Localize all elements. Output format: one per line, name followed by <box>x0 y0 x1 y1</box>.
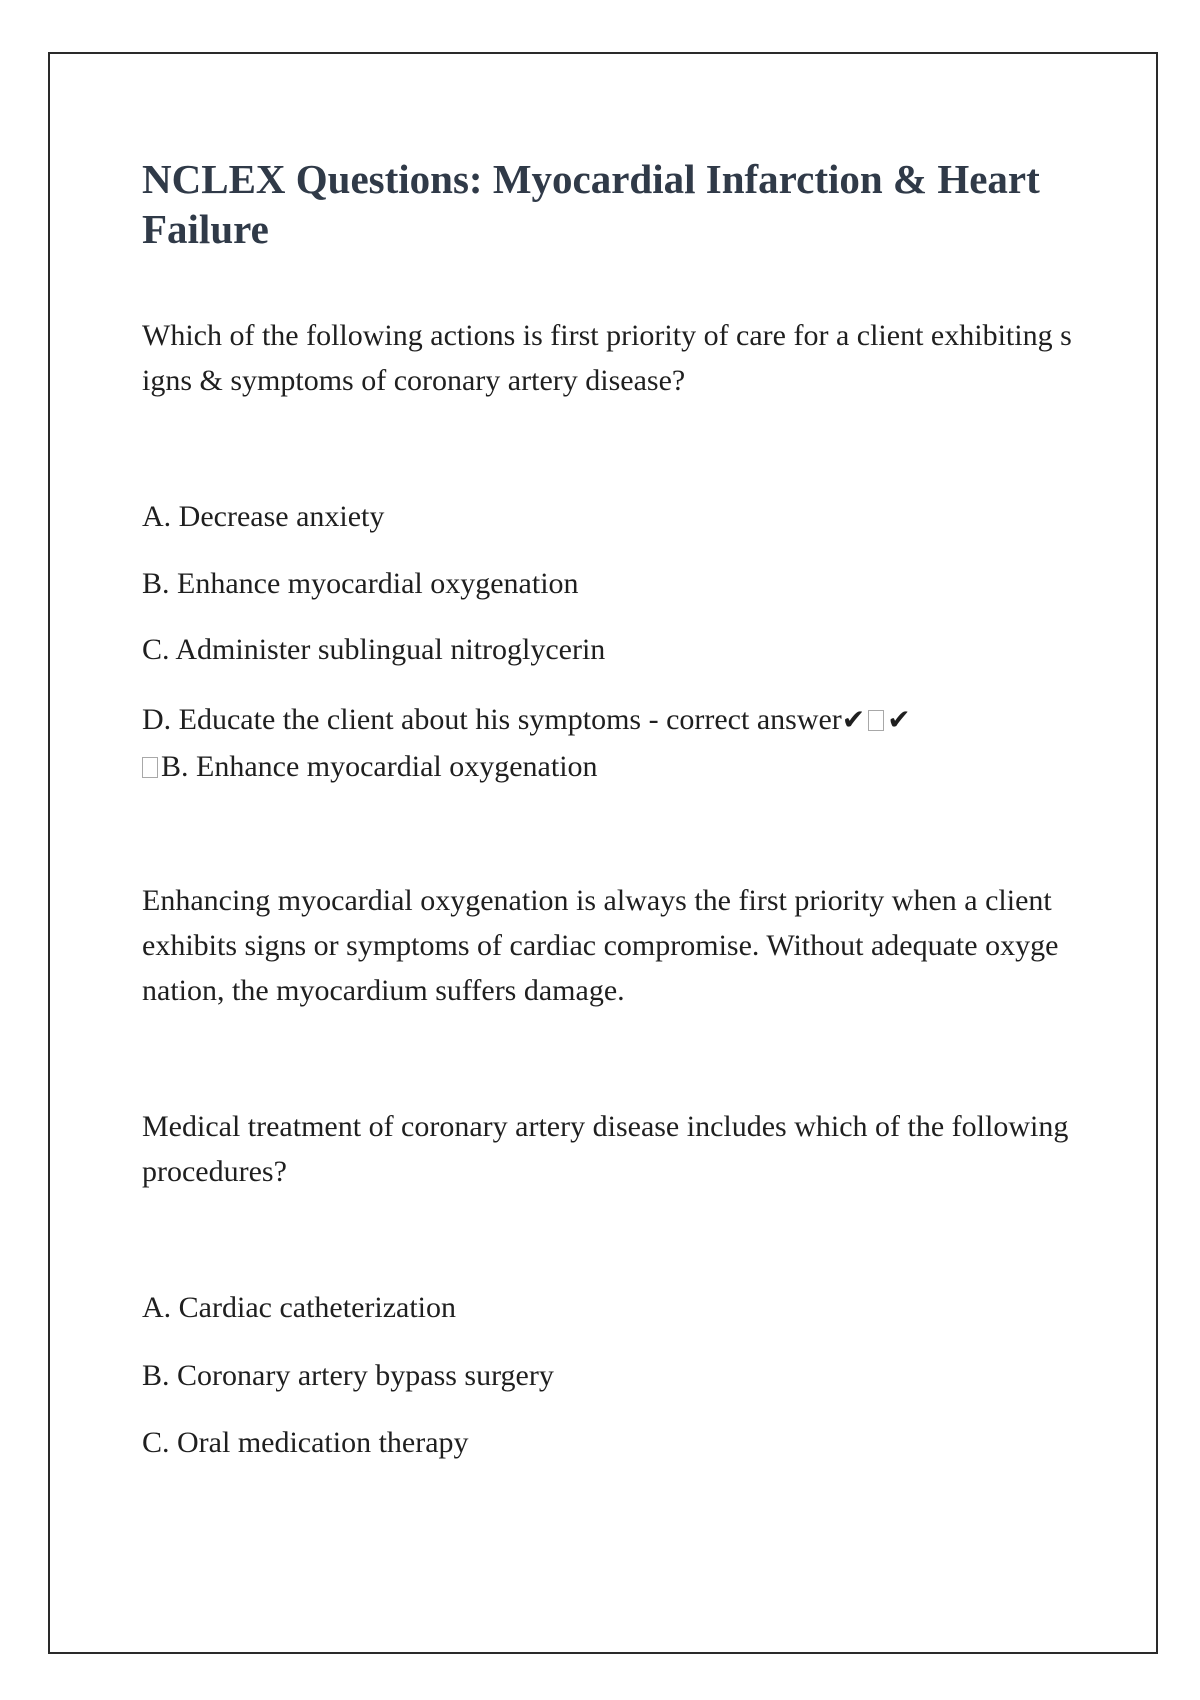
q1-option-a: A. Decrease anxiety <box>142 500 385 533</box>
q1-rationale: Enhancing myocardial oxygenation is always the first priority when a client exhibits signs or symptoms of cardiac compromise. Without adequate oxygenation, the myocardium suffers damage. <box>142 884 1059 1007</box>
q1-answer-line <box>142 744 598 789</box>
q1-correct-answer: B. Enhance myocardial oxygenation <box>161 750 598 783</box>
q1-option-d-line <box>142 697 911 742</box>
question-2-text: Medical treatment of coronary artery disease includes which of the following procedures? <box>142 1110 1069 1188</box>
empty-box-icon <box>142 757 158 778</box>
q1-option-b: B. Enhance myocardial oxygenation <box>142 567 579 600</box>
check-mark-icon: ✔ <box>841 703 866 736</box>
check-mark-icon: ✔ <box>887 703 911 736</box>
q2-option-c: C. Oral medication therapy <box>142 1426 469 1459</box>
q2-option-b: B. Coronary artery bypass surgery <box>142 1359 554 1392</box>
page-border <box>48 52 1158 1654</box>
q1-option-c: C. Administer sublingual nitroglycerin <box>142 633 606 666</box>
q1-option-d: D. Educate the client about his symptoms - correct answer <box>142 703 842 736</box>
empty-box-icon <box>868 710 884 731</box>
page-title: NCLEX Questions: Myocardial Infarction & Heart Failure <box>142 156 1040 252</box>
q2-option-a: A. Cardiac catheterization <box>142 1291 457 1324</box>
question-1-text: Which of the following actions is first priority of care for a client exhibiting signs & symptoms of coronary artery disease? <box>142 319 1072 397</box>
